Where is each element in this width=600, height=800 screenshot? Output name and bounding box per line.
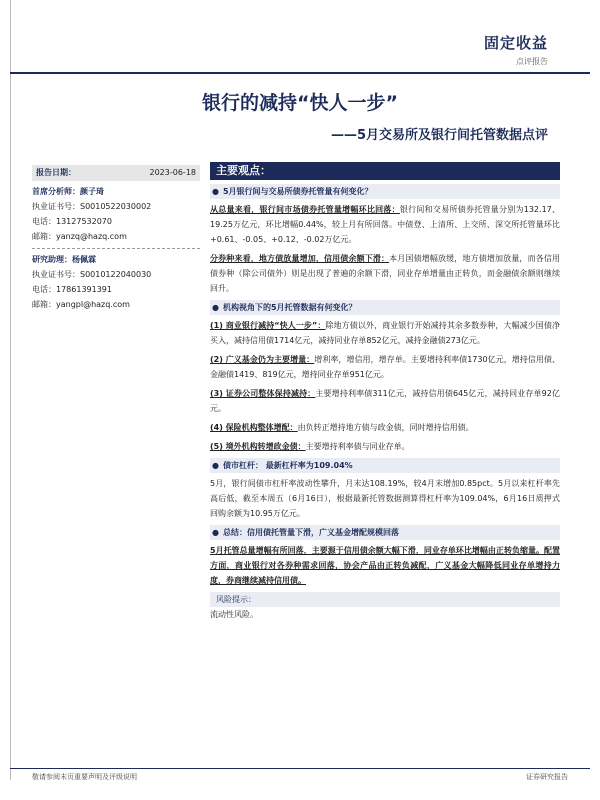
page-title: 银行的减持“快人一步” [202,92,398,114]
paragraph-securities: (3) 证券公司整体保持减持：主要增持利率债311亿元，减持信用债645亿元，减持同业存单92亿元。 [210,389,560,413]
paragraph-leverage: 5月，银行间债市杠杆率波动性攀升，月末达108.19%，较4月末增加0.85pct。5月以来杠杆率先高后低，截至本周五（6月16日），根据最新托管数据测算得杠杆率为109.04%，6月16日质押式回购余额为10.95万亿元。 [210,479,560,518]
footer-disclaimer[interactable]: 敬请参阅末页重要声明及评级说明 [32,773,137,781]
paragraph-insurance: (4) 保险机构整体增配：由负转正增持地方债与政金债，同时增持信用债。 [210,423,474,432]
paragraph-by-type: 分券种来看，地方债放量增加，信用债余额下滑：本月国债增幅放缓，地方债增加放量，而各信用债券种（除公司债外）则是出现了普遍的余额下滑，同业存单增量由正转负，而金融债余额则继续回升。 [210,254,560,293]
report-date-label: 报告日期： [36,168,76,177]
main-points-heading: 主要观点： [210,162,560,180]
report-date-value: 2023-06-18 [149,168,196,177]
section-heading-3: ● 债市杠杆： 最新杠杆率为109.04% [210,458,560,473]
bullet-icon: ● [212,303,219,312]
header-divider [10,72,590,74]
paragraph-banks: (1) 商业银行减持“快人一步”：除地方债以外，商业银行开始减持其余多数券种，大幅减少国债净买入，减持信用债1714亿元，减持同业存单852亿元，减持金融债273亿元。 [210,321,560,345]
paragraph-summary: 5月托管总量增幅有所回落，主要源于信用债余额大幅下滑，同业存单环比增幅由正转负缩量。配置方面，商业银行对各券种需求回落，协会产品由正转负减配，广义基金大幅降低同业存单增持力度，券商继续减持信用债。 [210,546,560,585]
risk-heading: 风险提示： [210,592,560,607]
footer-divider [10,768,590,769]
section-heading-2: ● 机构视角下的5月托管数据有何变化？ [210,300,560,315]
sidebar-divider [32,248,200,249]
assistant-cert: 执业证书号：S0010122040030 [32,270,152,279]
analyst-cert: 执业证书号：S0010522030002 [32,202,152,211]
main-points [210,162,560,626]
left-margin-line [10,0,11,780]
assistant-tel: 电话：17861391391 [32,285,112,294]
section-heading-4: ● 总结：信用债托管量下滑，广义基金增配规模回落 [210,525,560,540]
footer-label: 证券研究报告 [526,773,568,781]
bullet-icon: ● [212,187,219,196]
analyst-tel: 电话：13127532070 [32,217,112,226]
paragraph-total: 从总量来看，银行间市场债券托管量增幅环比回落：银行间和交易所债券托管量分别为132.17、19.25万亿元，环比增幅0.44%，较上月有所回落。中债登、上清所、上交所、深交所托管量环比+0.61、-0.05、+0.12、-0.02万亿元。 [210,205,560,244]
paragraph-foreign: (5) 境外机构转增政金债：主要增持利率债与同业存单。 [210,442,410,451]
analyst-email[interactable]: 邮箱：yanzq@hazq.com [32,232,127,241]
chief-analyst: 首席分析师：颜子琦 [32,187,104,196]
report-category: 固定收益 [483,34,548,52]
bullet-icon: ● [212,461,219,470]
bullet-icon: ● [212,528,219,537]
section-heading-1: ● 5月银行间与交易所债券托管量有何变化？ [210,184,560,199]
risk-text: 流动性风险。 [210,610,258,619]
assistant-email[interactable]: 邮箱：yangpl@hazq.com [32,300,130,309]
report-type: 点评报告 [516,57,548,66]
page-subtitle: ——5月交易所及银行间托管数据点评 [330,128,548,143]
analyst-sidebar [32,165,200,312]
research-assistant: 研究助理：杨佩霖 [32,255,96,264]
paragraph-funds: (2) 广义基金仍为主要增量：增利率，增信用，增存单。主要增持利率债1730亿元，增持信用债、金融债1419、819亿元，增持同业存单951亿元。 [210,355,561,379]
report-date-bar [32,165,200,181]
